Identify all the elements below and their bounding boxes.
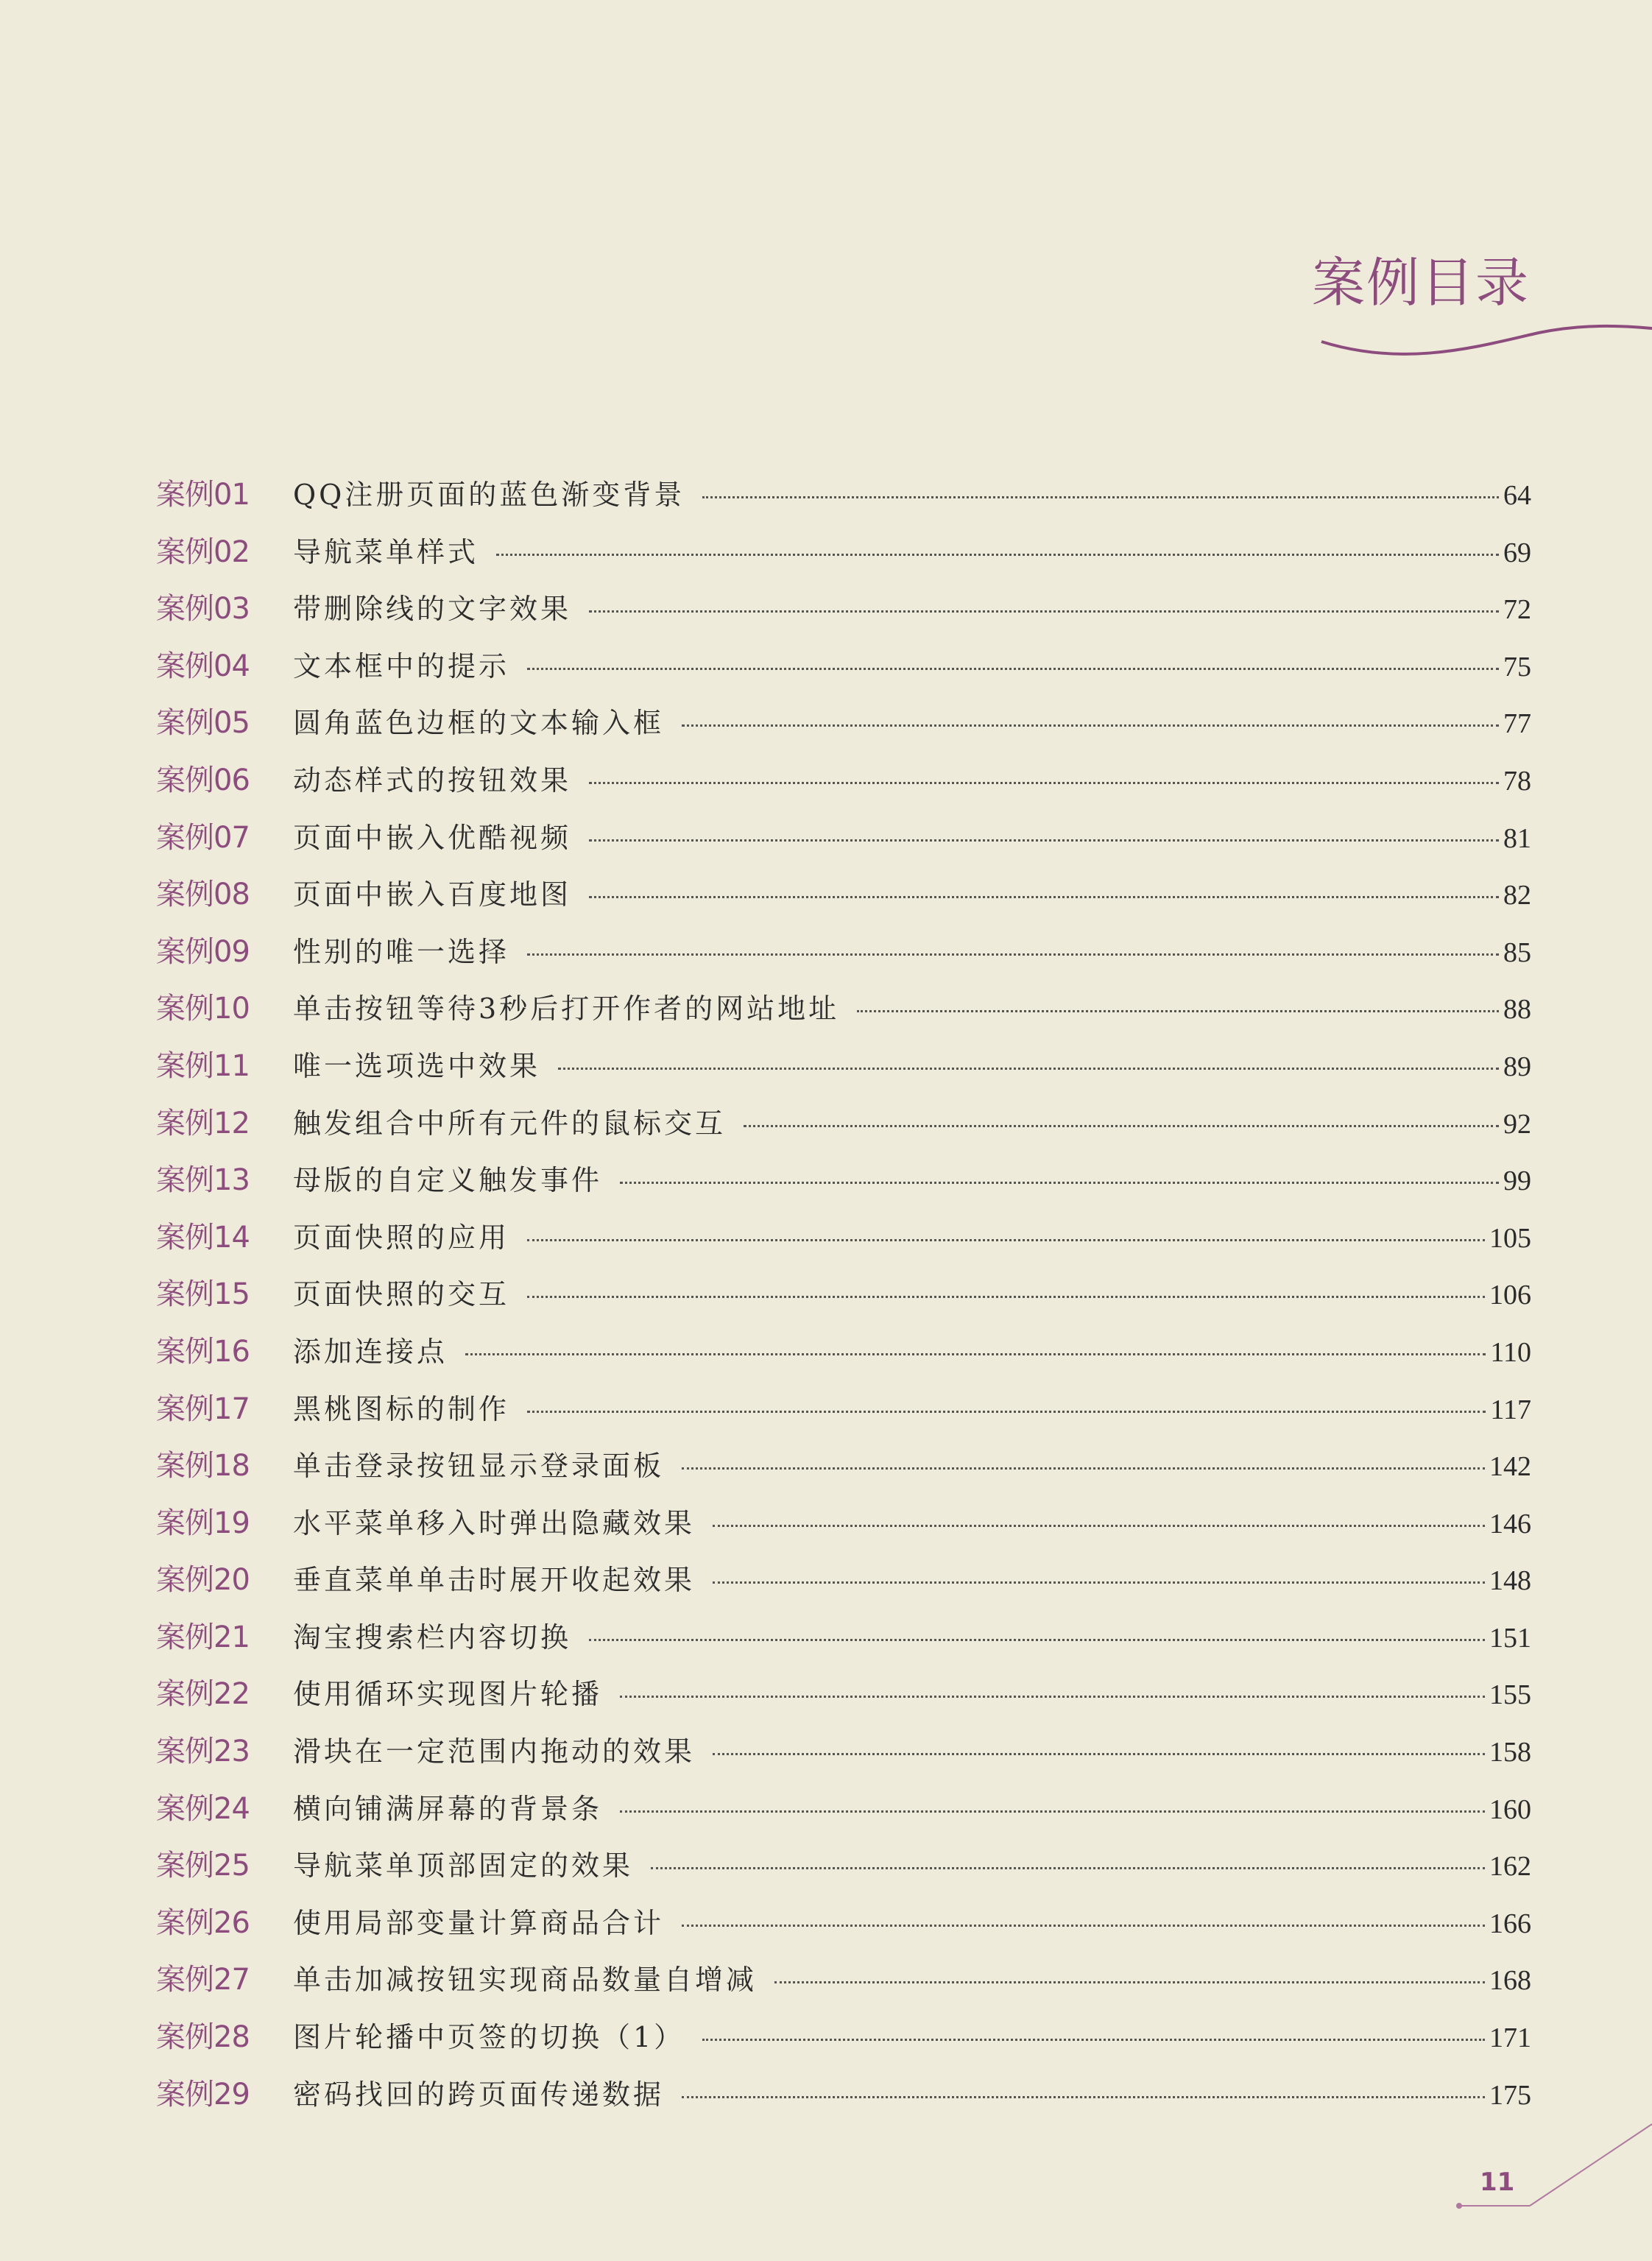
case-label: 案例18 (156, 1449, 250, 1484)
entry-title: 页面中嵌入百度地图 (293, 878, 572, 911)
page-number: 110 (1490, 1336, 1531, 1368)
entry-title: 页面快照的应用 (293, 1221, 510, 1254)
case-label: 案例24 (156, 1791, 250, 1826)
page-number: 142 (1489, 1451, 1531, 1483)
entry-title: 导航菜单样式 (293, 535, 479, 568)
page-number: 82 (1503, 880, 1531, 911)
case-label: 案例08 (156, 878, 250, 912)
entry-title: 横向铺满屏幕的背景条 (293, 1792, 603, 1825)
case-label: 案例03 (156, 592, 250, 627)
page-number: 158 (1489, 1737, 1531, 1768)
entry-title: 水平菜单移入时弹出隐藏效果 (293, 1506, 696, 1539)
case-label: 案例20 (156, 1563, 250, 1598)
page-number: 155 (1489, 1679, 1531, 1711)
case-label: 案例23 (156, 1735, 250, 1769)
entry-title: 垂直菜单单击时展开收起效果 (293, 1564, 696, 1597)
page-number: 151 (1489, 1622, 1531, 1654)
page-number: 85 (1503, 937, 1531, 968)
page-number: 166 (1489, 1908, 1531, 1939)
page-number: 99 (1503, 1165, 1531, 1197)
entry-title: 滑块在一定范围内拖动的效果 (293, 1735, 696, 1768)
entry-title: 密码找回的跨页面传递数据 (293, 2078, 665, 2111)
case-label: 案例25 (156, 1849, 250, 1883)
entry-title: 单击按钮等待3秒后打开作者的网站地址 (293, 992, 840, 1026)
entry-title: 淘宝搜索栏内容切换 (293, 1620, 572, 1654)
entry-title: 添加连接点 (293, 1335, 448, 1368)
case-label: 案例19 (156, 1506, 250, 1540)
page-number-footer: 11 (1480, 2167, 1515, 2197)
page-number: 77 (1503, 708, 1531, 740)
page-number: 160 (1489, 1793, 1531, 1825)
page-title: 案例目录 (1311, 252, 1530, 314)
entry-title: 黑桃图标的制作 (293, 1392, 510, 1425)
page-number: 106 (1489, 1280, 1531, 1311)
page-number: 75 (1503, 651, 1531, 682)
case-label: 案例05 (156, 706, 250, 741)
page-number: 117 (1490, 1394, 1531, 1425)
page-number: 168 (1489, 1965, 1531, 1997)
entry-title: 单击登录按钮显示登录面板 (293, 1450, 665, 1483)
page-number: 92 (1503, 1108, 1531, 1140)
case-label: 案例04 (156, 649, 250, 683)
case-label: 案例12 (156, 1106, 250, 1140)
case-label: 案例21 (156, 1620, 250, 1654)
entry-title: QQ注册页面的蓝色渐变背景 (293, 479, 685, 511)
case-label: 案例07 (156, 820, 250, 855)
case-label: 案例15 (156, 1277, 250, 1312)
entry-title: 导航菜单顶部固定的效果 (293, 1849, 634, 1883)
page-number: 146 (1489, 1508, 1531, 1539)
case-label: 案例16 (156, 1334, 250, 1369)
entry-title: 使用局部变量计算商品合计 (293, 1906, 665, 1939)
case-label: 案例09 (156, 934, 250, 969)
page-number: 89 (1503, 1051, 1531, 1082)
page-number: 72 (1503, 594, 1531, 626)
entry-title: 使用循环实现图片轮播 (293, 1678, 603, 1711)
entry-title: 单击加减按钮实现商品数量自增减 (293, 1964, 758, 1997)
case-label: 案例02 (156, 535, 250, 569)
page-number: 81 (1503, 822, 1531, 854)
page-number: 148 (1489, 1565, 1531, 1597)
case-label: 案例17 (156, 1391, 250, 1426)
entry-title: 页面中嵌入优酷视频 (293, 821, 572, 854)
page-number: 162 (1489, 1851, 1531, 1883)
page-number: 69 (1503, 537, 1531, 568)
case-label: 案例10 (156, 992, 250, 1026)
entry-title: 文本框中的提示 (293, 649, 510, 682)
page-number: 88 (1503, 994, 1531, 1026)
entry-title: 触发组合中所有元件的鼠标交互 (293, 1107, 727, 1140)
entry-title: 图片轮播中页签的切换（1） (293, 2021, 685, 2054)
case-label: 案例28 (156, 2020, 250, 2055)
case-label: 案例13 (156, 1163, 250, 1198)
page-number: 78 (1503, 765, 1531, 797)
page-number: 175 (1489, 2079, 1531, 2111)
case-label: 案例06 (156, 763, 250, 797)
case-label: 案例11 (156, 1048, 250, 1083)
case-label: 案例27 (156, 1963, 250, 1997)
case-label: 案例26 (156, 1905, 250, 1940)
entry-title: 唯一选项选中效果 (293, 1049, 541, 1082)
page-number: 64 (1503, 480, 1531, 511)
entry-title: 母版的自定义触发事件 (293, 1164, 603, 1197)
case-label: 案例22 (156, 1677, 250, 1712)
case-label: 案例01 (156, 478, 250, 512)
case-label: 案例29 (156, 2077, 250, 2112)
page-number: 171 (1489, 2022, 1531, 2054)
entry-title: 带删除线的文字效果 (293, 593, 572, 626)
case-label: 案例14 (156, 1220, 250, 1255)
entry-title: 性别的唯一选择 (293, 935, 510, 968)
page-number: 105 (1489, 1222, 1531, 1254)
entry-title: 动态样式的按钮效果 (293, 763, 572, 797)
entry-title: 页面快照的交互 (293, 1278, 510, 1311)
entry-title: 圆角蓝色边框的文本输入框 (293, 707, 665, 740)
